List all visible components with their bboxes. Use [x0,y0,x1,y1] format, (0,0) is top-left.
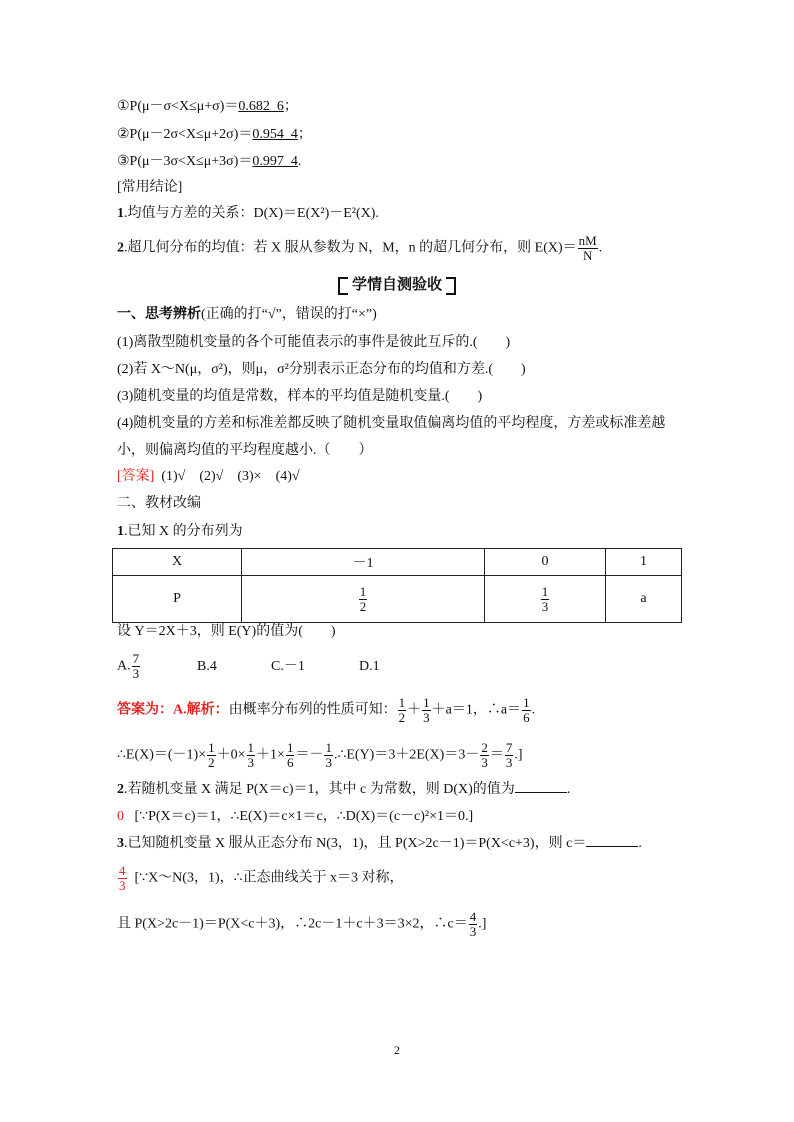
question-number: 3 [117,836,124,851]
solution-end: .] [478,916,487,932]
question-text: .已知 X 的分布列为 [124,524,243,539]
option-label: A. [117,658,131,674]
fraction [247,741,256,770]
frac-num: 7 [132,651,140,666]
common-conclusions-heading: [常用结论] [117,180,183,195]
table-cell [242,576,485,623]
frac-num: 1 [541,583,549,599]
section-title-text: 学情自测验收 [351,277,442,293]
part2-heading: 二、教材改编 [117,496,201,511]
prop-text: ②P(μ－2σ<X≤μ+2σ)＝ [117,127,253,142]
option-b: B.4 [197,658,217,674]
frac-num: 1 [398,695,406,710]
frac-num: 1 [523,695,530,710]
solution-text: ∴E(X)＝(－1)× [117,747,207,763]
question-end: . [566,782,571,797]
table-cell: 1 [606,549,682,576]
part-heading: 一、思考辨析 [117,307,201,322]
question-number: 1 [117,524,124,539]
frac-num: nM [578,233,597,248]
prop-value: 0.954_4 [252,127,298,142]
judge-item-4-cont: 小，则偏离均值的平均程度越小.（ ） [117,443,373,458]
part1-heading [117,305,377,325]
question-3-solution-1 [117,864,404,893]
prob-fraction [541,585,550,614]
frac-den: 3 [247,755,255,770]
frac-den: 3 [119,878,126,893]
prop-value: 0.997_4 [252,154,298,169]
option-fraction [132,652,141,681]
frac-den: 6 [523,710,530,725]
prop-suffix: ； [297,127,312,142]
question-3-solution-2 [117,910,486,939]
table-cell: －1 [242,549,485,576]
frac-den: 3 [423,710,430,725]
hypergeometric-mean-fraction [578,234,598,263]
table-row [113,576,682,623]
section-title [0,275,794,295]
solution-text: .∴E(Y)＝3＋2E(X)＝3－ [333,747,480,763]
frac-num: 4 [119,863,126,878]
solution-text: ＝－ [295,747,324,763]
question-1-options [117,652,380,681]
table-cell: a [606,576,682,623]
solution-text: .] [514,747,523,763]
answer-text: (1)√ (2)√ (3)× (4)√ [161,469,300,484]
distribution-table [112,548,682,623]
frac-num: 7 [505,740,513,755]
question-text: .已知随机变量 X 服从正态分布 N(3，1)，且 P(X>2c－1)＝P(X<c+3)，则 c＝ [124,836,587,851]
fraction [324,741,333,770]
answer-equation: ＋a＝1，∴a＝ [431,702,522,718]
conclusion-end: . [598,240,603,256]
fraction-one-sixth [522,696,531,725]
question-1-answer: 答案为：A.解析：由概率分布列的性质可知： $\frac{1}{2}$ ＋ $\frac{1}{3}$ ＋a＝1，∴a＝ $\frac{1}{6}$ . [117,695,536,725]
fraction [469,910,478,939]
question-1-solution [117,741,523,770]
frac-den: 2 [208,755,215,770]
conclusion-number: 1 [117,206,124,221]
frac-num: 1 [325,740,332,755]
fraction [286,741,295,770]
conclusion-2 [117,234,602,263]
option-d: D.1 [359,658,380,674]
prob-fraction [359,585,368,614]
prop-value: 0.682_6 [238,99,284,114]
fraction [207,741,216,770]
frac-num: 1 [208,740,215,755]
question-2-solution [117,807,473,827]
frac-num: 1 [359,583,367,599]
answer-value: 0 [117,809,124,824]
fraction [480,741,489,770]
fraction [505,741,514,770]
conclusion-number: 2 [117,240,124,256]
judge-item-2: (2)若 X～N(μ，σ²)，则μ，σ²分别表示正态分布的均值和方差.( ) [117,362,526,377]
table-cell: X [113,549,242,576]
frac-num: 1 [247,740,255,755]
answer-text: 由概率分布列的性质可知： [228,702,397,718]
table-row [113,549,682,576]
conclusion-text: .超几何分布的均值：若 X 服从参数为 N，M，n 的超几何分布，则 E(X)＝ [124,240,577,256]
solution-text: ＝ [489,747,504,763]
solution-text: 且 P(X>2c－1)＝P(X<c＋3)，∴2c－1＋c＋3＝3×2，∴c＝ [117,916,468,932]
question-end: . [638,836,642,851]
normal-prop-3 [117,152,301,172]
question-1-question: 设 Y＝2X＋3，则 E(Y)的值为( ) [117,624,336,639]
bracket-left-icon [338,277,348,295]
conclusion-1 [117,204,379,224]
frac-num: 2 [481,740,488,755]
solution-text: ＋0× [216,747,246,763]
frac-num: 1 [423,695,430,710]
frac-num: 1 [286,740,294,755]
table-cell: P [113,576,242,623]
frac-num: 4 [469,909,477,924]
frac-den: N [582,248,593,263]
part1-answer [117,467,300,487]
frac-den: 3 [132,666,140,681]
table-cell [485,576,606,623]
frac-den: 3 [505,755,513,770]
solution-text: [∵P(X＝c)＝1，∴E(X)＝c×1＝c，∴D(X)＝(c－c)²×1＝0.] [134,809,474,824]
fraction-one-half [398,696,407,725]
judge-item-1: (1)离散型随机变量的各个可能值表示的事件是彼此互斥的.( ) [117,335,511,350]
question-number: 2 [117,782,124,797]
judge-item-4: (4)随机变量的方差和标准差都反映了随机变量取值偏离均值的平均程度，方差或标准差越 [117,416,666,431]
answer-blank [586,834,638,847]
table-cell: 0 [485,549,606,576]
prop-suffix: . [297,154,302,169]
fraction-one-third [422,696,431,725]
frac-den: 6 [286,755,294,770]
normal-prop-2 [117,125,312,145]
question-1-stem [117,522,243,542]
frac-den: 3 [325,755,332,770]
page-number: 2 [394,1043,400,1057]
conclusion-text: .均值与方差的关系：D(X)＝E(X²)－E²(X). [124,206,379,221]
frac-den: 3 [481,755,488,770]
option-c: C.－1 [271,658,305,674]
judge-item-3: (3)随机变量的均值是常数，样本的平均值是随机变量.( ) [117,389,483,404]
answer-fraction [118,864,127,893]
solution-text: ＋1× [256,747,285,763]
normal-prop-1 [117,97,298,117]
prop-text: ①P(μ－σ<X≤μ+σ)＝ [117,99,239,114]
answer-label: 答案为：A.解析： [117,702,229,718]
solution-text: [∵X～N(3，1)，∴正态曲线关于 x＝3 对称， [134,870,404,886]
frac-den: 3 [541,598,549,614]
option-a [117,652,197,681]
prop-text: ③P(μ－3σ<X≤μ+3σ)＝ [117,154,253,169]
bracket-right-icon [446,277,456,295]
frac-den: 2 [359,598,367,614]
frac-den: 3 [469,924,477,939]
prop-suffix: ； [283,99,298,114]
part-heading-note: (正确的打“√”，错误的打“×”) [201,307,377,322]
frac-den: 2 [398,710,406,725]
question-3-stem [117,834,642,854]
answer-blank [515,780,567,793]
question-text: .若随机变量 X 满足 P(X＝c)＝1，其中 c 为常数，则 D(X)的值为 [124,782,515,797]
answer-label: [答案] [117,469,155,484]
question-2-stem [117,780,570,800]
